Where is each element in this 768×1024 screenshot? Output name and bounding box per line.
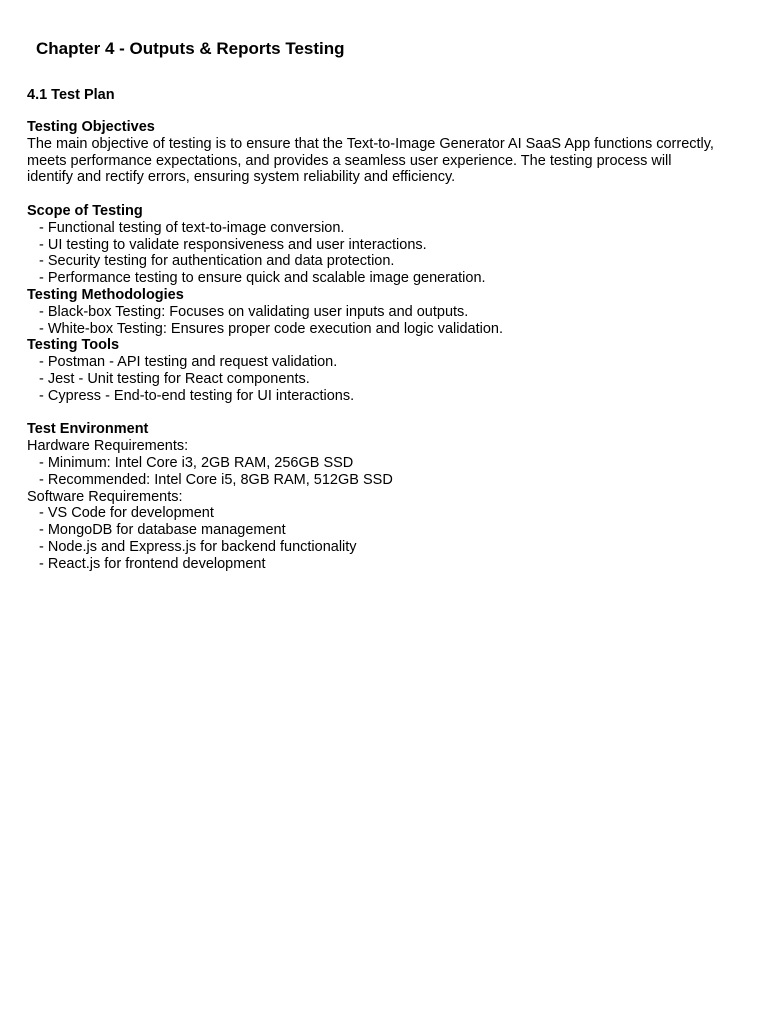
list-item: - Security testing for authentication and data protection. (39, 253, 395, 270)
paragraph-spacer (27, 186, 763, 203)
list-item: - Recommended: Intel Core i5, 8GB RAM, 512GB SSD (39, 471, 393, 488)
list-item: - UI testing to validate responsiveness and user interactions. (39, 236, 427, 253)
list-item: - Cypress - End-to-end testing for UI interactions. (39, 387, 355, 404)
list-item: - Black-box Testing: Focuses on validating user inputs and outputs. (39, 303, 469, 320)
testing-tools-section (27, 337, 763, 404)
list-item: - Performance testing to ensure quick and scalable image generation. (39, 270, 486, 287)
test-environment-section (27, 421, 763, 572)
objectives-line: identify and rectify errors, ensuring system reliability and efficiency. (27, 169, 456, 186)
list-item: - VS Code for development (39, 505, 214, 522)
scope-of-testing-section (27, 203, 763, 287)
testing-tools-heading: Testing Tools (27, 337, 120, 354)
software-requirements-label: Software Requirements: (27, 488, 183, 505)
testing-methodologies-section (27, 287, 763, 337)
list-item: - Node.js and Express.js for backend functionality (39, 538, 357, 555)
section-title: 4.1 Test Plan (27, 87, 115, 103)
paragraph-spacer (27, 405, 763, 422)
list-item: - Minimum: Intel Core i3, 2GB RAM, 256GB SSD (39, 454, 354, 471)
list-item: - MongoDB for database management (39, 522, 286, 539)
hardware-requirements-label: Hardware Requirements: (27, 438, 189, 455)
list-item: - Functional testing of text-to-image conversion. (39, 219, 345, 236)
objectives-line: The main objective of testing is to ensure that the Text-to-Image Generator AI SaaS App functions correctly, (27, 135, 714, 152)
objectives-line: meets performance expectations, and provides a seamless user experience. The testing process will (27, 152, 672, 169)
list-item: - Postman - API testing and request validation. (39, 354, 338, 371)
testing-objectives-heading: Testing Objectives (27, 119, 155, 135)
list-item: - White-box Testing: Ensures proper code execution and logic validation. (39, 320, 503, 337)
list-item: - Jest - Unit testing for React components. (39, 370, 310, 387)
testing-methodologies-heading: Testing Methodologies (27, 286, 184, 303)
list-item: - React.js for frontend development (39, 555, 266, 572)
chapter-title: Chapter 4 - Outputs & Reports Testing (36, 39, 345, 58)
scope-of-testing-heading: Scope of Testing (27, 202, 143, 219)
test-environment-heading: Test Environment (27, 421, 149, 438)
testing-objectives-section (27, 119, 763, 186)
document-body (27, 119, 763, 573)
